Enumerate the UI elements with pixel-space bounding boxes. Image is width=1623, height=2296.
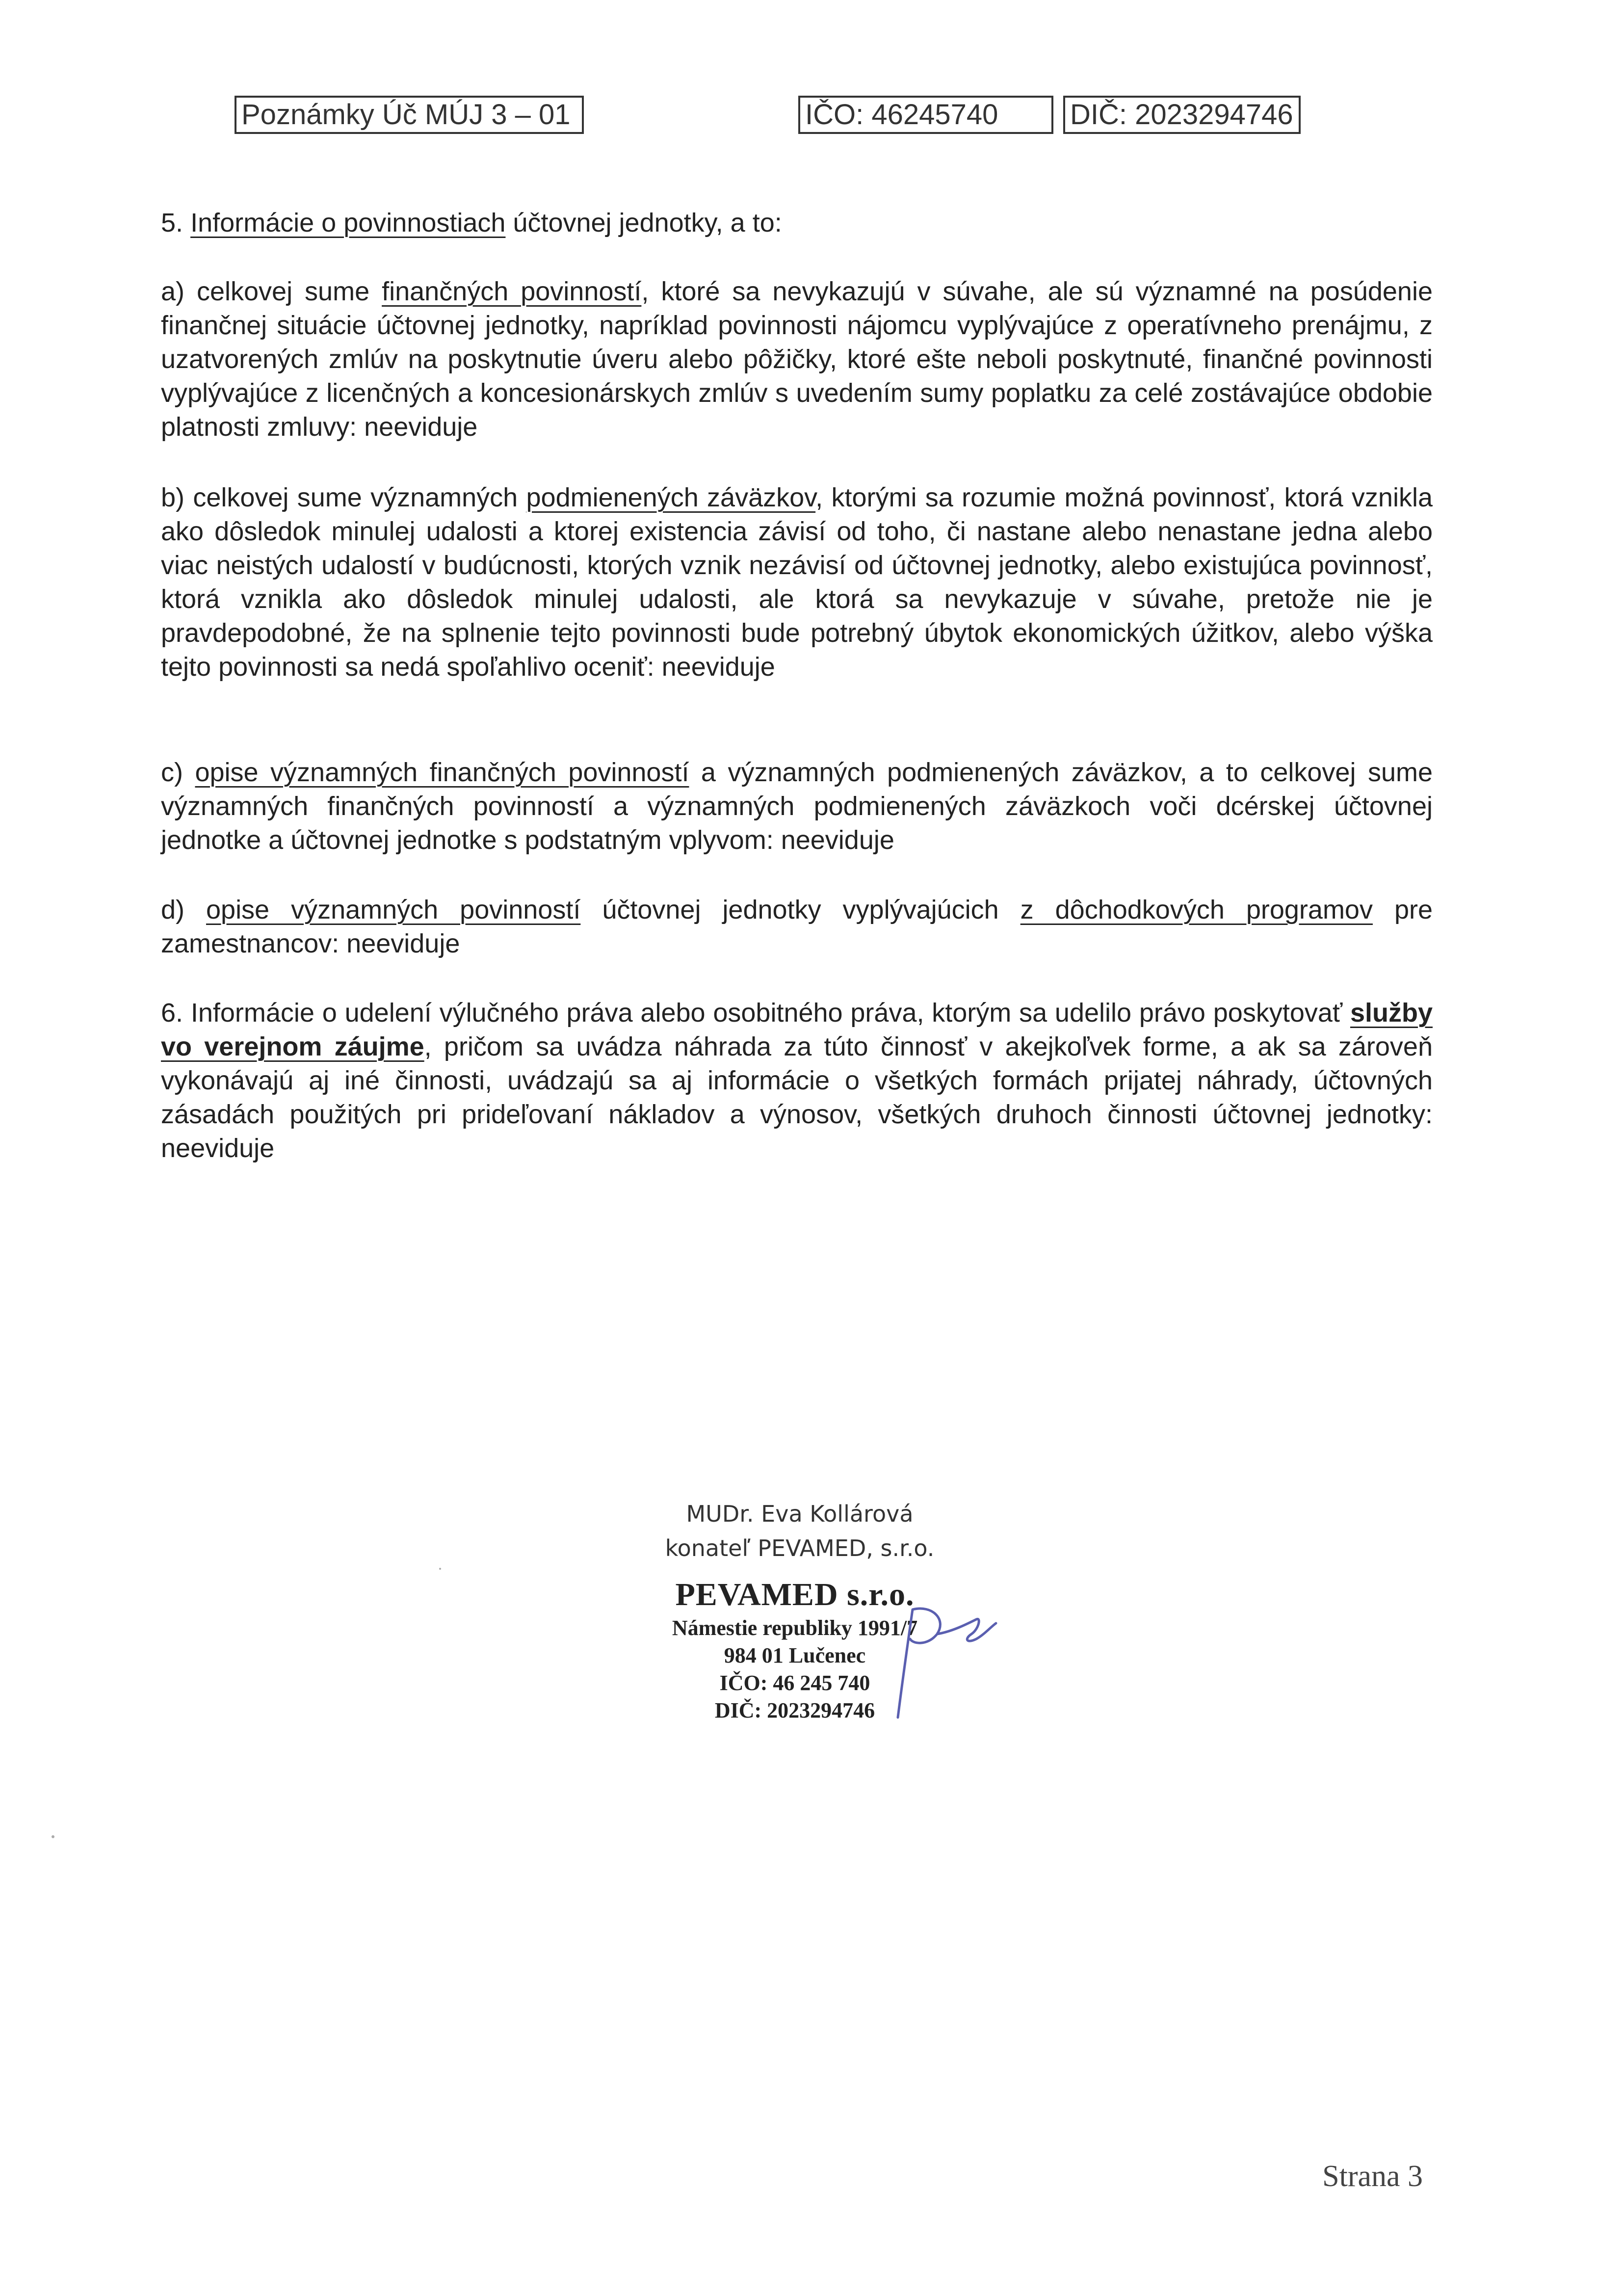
paragraph-c-rest: a významných podmienených záväzkov, a to celkovej sume významných finančných povinností a významných podmienených záväzkoch voči dcérskej účtovnej jednotke a účtovnej jednotke s podstatným vplyvom: neeviduje bbox=[161, 758, 1433, 855]
page-number: Strana 3 bbox=[1322, 2160, 1423, 2193]
stamp-company: PEVAMED s.r.o. bbox=[675, 1577, 915, 1612]
stamp-street: Námestie republiky 1991/7 bbox=[672, 1616, 918, 1640]
stamp-city: 984 01 Lučenec bbox=[724, 1643, 866, 1667]
paragraph-a-link: finančných povinností bbox=[382, 277, 642, 306]
paragraph-d-prefix: d) bbox=[161, 895, 206, 924]
paragraph-d-link: opise významných povinností bbox=[206, 895, 581, 924]
section-5-intro-rest: účtovnej jednotky, a to: bbox=[505, 208, 782, 238]
stamp-dic: DIČ: 2023294746 bbox=[714, 1698, 875, 1722]
scan-speck bbox=[52, 1835, 54, 1838]
stamp-ico: IČO: 46 245 740 bbox=[719, 1671, 870, 1695]
paragraph-d bbox=[161, 893, 1433, 961]
paragraph-a bbox=[161, 275, 1433, 444]
section-5-intro bbox=[161, 206, 1433, 240]
paragraph-c-prefix: c) bbox=[161, 758, 195, 787]
section-6-rest: , pričom sa uvádza náhrada za túto činnosť v akejkoľvek forme, a ak sa zároveň vykonávajú aj iné činnosti, uvádzajú sa aj informácie o všetkých formách prijatej náhrady, účtovných zásadách použitých pri prideľovaní nákladov a výnosov, všetkých druhoch činnosti účtovnej jednotky: neeviduje bbox=[161, 1032, 1433, 1163]
header-note-label: Poznámky Úč MÚJ 3 – 01 bbox=[235, 96, 584, 134]
section-number: 5. bbox=[161, 208, 183, 238]
paragraph-b-link: podmienených záväzkov bbox=[526, 483, 816, 512]
section-6 bbox=[161, 996, 1433, 1165]
paragraph-a-prefix: a) celkovej sume bbox=[161, 277, 382, 306]
paragraph-d-link-2: z dôchodkových programov bbox=[1020, 895, 1373, 924]
header-dic: DIČ: 2023294746 bbox=[1063, 96, 1301, 134]
scan-speck bbox=[439, 1568, 441, 1570]
section-6-bold-link: služby vo verejnom záujme bbox=[161, 998, 1433, 1061]
signatory-name: MUDr. Eva Kollárová bbox=[686, 1501, 914, 1527]
paragraph-b-prefix: b) celkovej sume významných bbox=[161, 483, 526, 512]
paragraph-d-mid: účtovnej jednotky vyplývajúcich bbox=[580, 895, 1021, 924]
paragraph-c bbox=[161, 756, 1433, 857]
paragraph-c-link: opise významných finančných povinností bbox=[195, 758, 689, 787]
header-ico: IČO: 46245740 bbox=[798, 96, 1053, 134]
handwritten-signature-icon bbox=[878, 1590, 1006, 1737]
paragraph-a-rest: , ktoré sa nevykazujú v súvahe, ale sú významné na posúdenie finančnej situácie účtovnej jednotky, napríklad povinnosti nájomcu vyplývajúce z operatívneho prenájmu, z uzatvorených zmlúv na poskytnutie úveru alebo pôžičky, ktoré ešte neboli poskytnuté, finančné povinnosti vyplývajúce z licenčných a koncesionárskych zmlúv s uvedením sumy poplatku za celé zostávajúce obdobie platnosti zmluvy: neeviduje bbox=[161, 277, 1433, 442]
paragraph-d-rest: pre zamestnancov: neeviduje bbox=[161, 895, 1433, 958]
section-6-prefix: 6. Informácie o udelení výlučného práva alebo osobitného práva, ktorým sa udelilo právo poskytovať bbox=[161, 998, 1350, 1028]
section-5-title-link: Informácie o povinnostiach bbox=[190, 208, 506, 238]
paragraph-b-rest: , ktorými sa rozumie možná povinnosť, ktorá vznikla ako dôsledok minulej udalosti a ktorej existencia závisí od toho, či nastane alebo nenastane jedna alebo viac neistých udalostí v budúcnosti, ktorých vznik nezávisí od účtovnej jednotky, alebo existujúca povinnosť, ktorá vznikla ako dôsledok minulej udalosti, ale ktorá sa nevykazuje v súvahe, pretože nie je pravdepodobné, že na splnenie tejto povinnosti bude potrebný úbytok ekonomických úžitkov, alebo výška tejto povinnosti sa nedá spoľahlivo oceniť: neeviduje bbox=[161, 483, 1433, 682]
paragraph-b bbox=[161, 481, 1433, 684]
company-stamp bbox=[564, 1575, 1025, 1724]
signatory-role: konateľ PEVAMED, s.r.o. bbox=[665, 1535, 935, 1561]
